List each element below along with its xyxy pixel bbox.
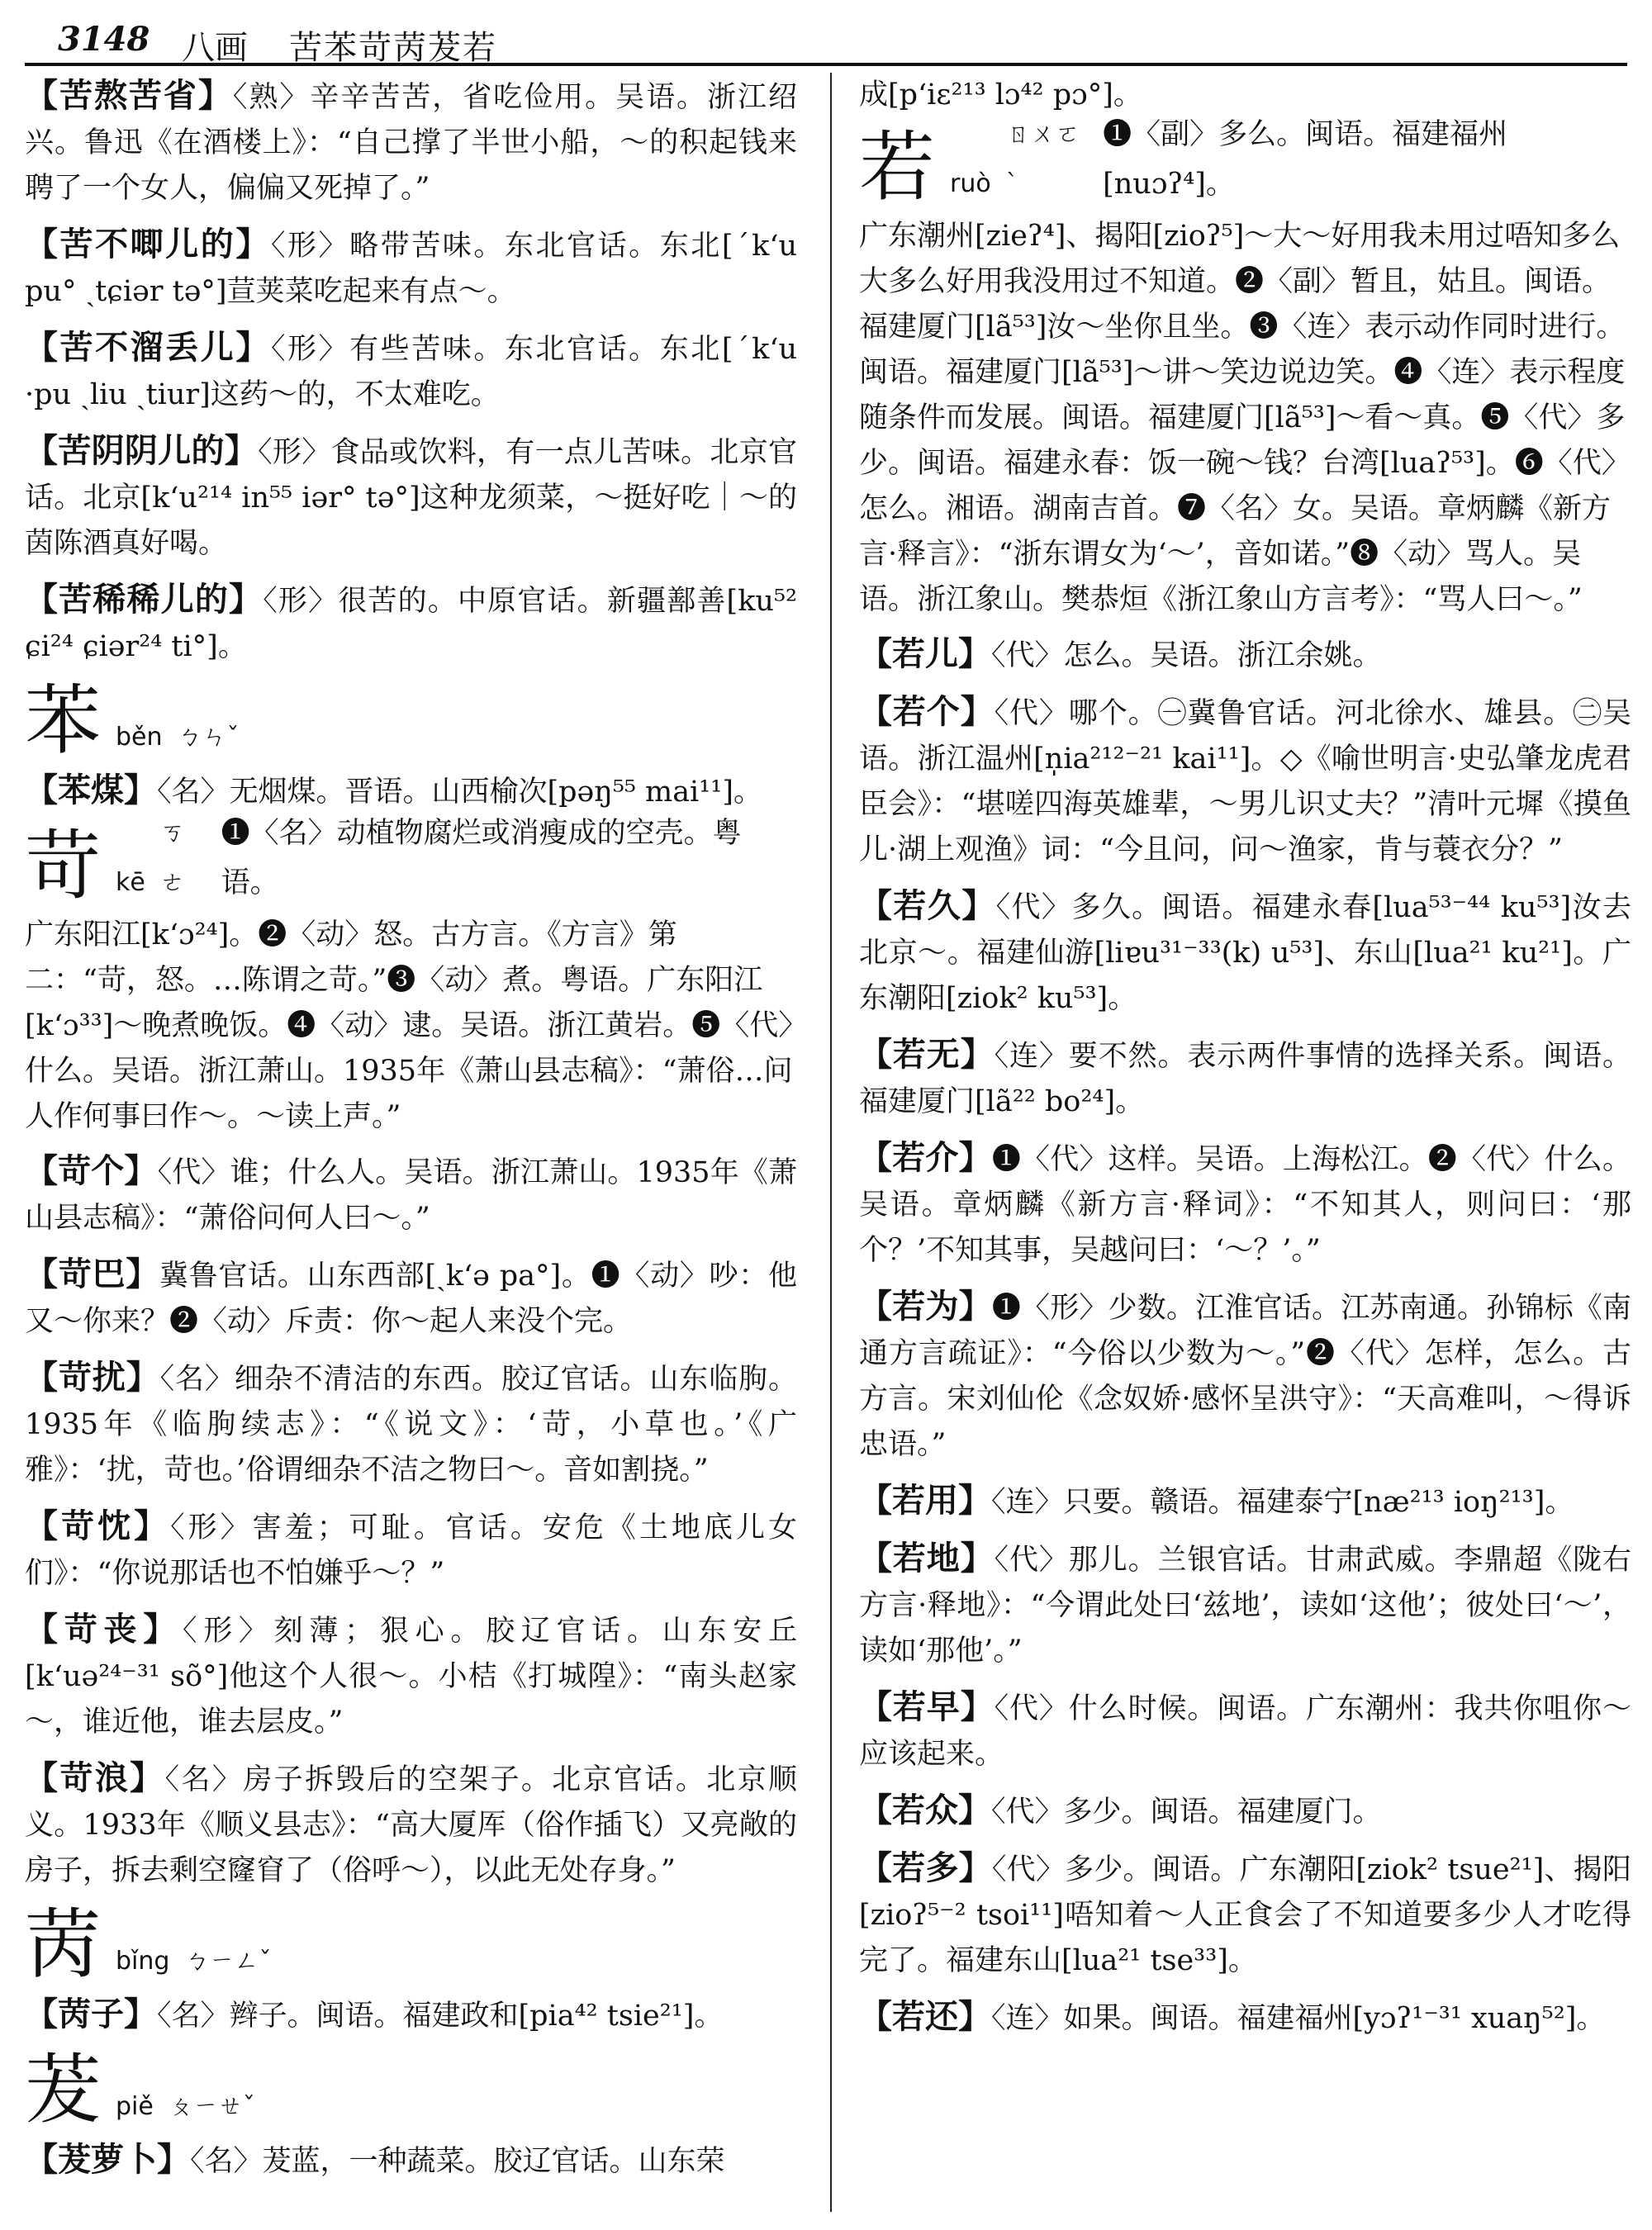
zhuyin-reading: ㄎㄜ — [159, 818, 185, 897]
dictionary-entry — [859, 1845, 1631, 1984]
character-heading — [859, 118, 1631, 211]
entry-definition: 〈代〉哪个。㊀冀鲁官话。河北徐水、雄县。㊁吴语。浙江温州[n̩ia²¹²⁻²¹ kai¹¹]。◇《喻世明言·史弘肇龙虎君臣会》：“堪嗟四海英雄辈，～男儿识丈夫？”清叶元墀《摸鱼儿·湖上观渔》词：“今且问，问～渔家，肯与蓑衣分？” — [859, 697, 1631, 866]
right-column — [859, 73, 1631, 2052]
dictionary-entry — [25, 1355, 797, 1493]
character-heading — [25, 817, 797, 910]
dictionary-entry — [25, 1755, 797, 1894]
dictionary-entry — [25, 1606, 797, 1745]
entry-definition: 〈代〉多久。闽语。福建永春[lua⁵³⁻⁴⁴ ku⁵³]汝去北京～。福建仙游[liɐu³¹⁻³³(k) u⁵³]、东山[lua²¹ ku²¹]。广东潮阳[ziok² ku⁵³]。 — [859, 891, 1631, 1015]
dictionary-entry — [859, 1535, 1631, 1674]
entry-definition: 〈形〉食品或饮料，有一点儿苦味。北京官话。北京[k‘u²¹⁴ in⁵⁵ iər° tə°]这种龙须菜，～挺好吃｜～的茵陈酒真好喝。 — [25, 436, 797, 560]
entry-headword: 【若儿】 — [859, 634, 991, 673]
character-definition: ❶〈副〉多么。闽语。福建福州[nuɔʔ⁴]。 — [1103, 118, 1508, 201]
entry-definition: 〈代〉谁；什么人。吴语。浙江萧山。1935年《萧山县志稿》：“萧俗问何人曰～。” — [25, 1156, 798, 1235]
entry-headword: 【若众】 — [859, 1791, 991, 1829]
entry-headword: 【若地】 — [859, 1539, 995, 1578]
entry-definition: 〈形〉害羞；可耻。官话。安危《土地底儿女们》：“你说那话也不怕嫌乎～？” — [25, 1511, 797, 1590]
dictionary-entry — [859, 1135, 1631, 1274]
entry-headword: 【若多】 — [859, 1848, 992, 1887]
dictionary-entry — [859, 1684, 1631, 1777]
character-heading — [25, 1900, 797, 1989]
pinyin-reading: piě — [116, 2092, 154, 2121]
entry-headword: 【苦稀稀儿的】 — [25, 580, 263, 619]
page-header — [25, 15, 1627, 66]
entry-definition: 〈名〉细杂不清洁的东西。胶辽官话。山东临朐。1935年《临朐续志》：“《说文》：‘苛，小草也。’《广雅》：‘扰，苛也。’俗谓细杂不洁之物曰～。音如割挠。” — [25, 1363, 797, 1487]
entry-headword: 【苯煤】 — [25, 771, 157, 809]
entry-definition: 〈名〉辫子。闽语。福建政和[pia⁴² tsie²¹]。 — [157, 2000, 724, 2033]
zhuyin-reading: ㄅㄣˇ — [177, 723, 240, 752]
left-column — [25, 73, 797, 2194]
entry-headword: 【若为】 — [859, 1287, 992, 1326]
entry-headword: 【若用】 — [859, 1481, 991, 1520]
dictionary-entry — [859, 1478, 1631, 1525]
entry-definition: 〈名〉茇蓝，一种蔬菜。胶辽官话。山东荣 — [190, 2145, 725, 2178]
entry-headword: 【苛扰】 — [25, 1358, 160, 1397]
head-character: 苪 — [25, 1900, 102, 1989]
dictionary-entry — [25, 576, 797, 670]
entry-headword: 【苛个】 — [25, 1151, 158, 1190]
entry-definition: 〈连〉如果。闽语。福建福州[yɔʔ¹⁻³¹ xuaŋ⁵²]。 — [991, 2002, 1606, 2035]
dictionary-entry — [25, 1991, 797, 2039]
entry-headword: 【若久】 — [859, 886, 996, 925]
entry-headword: 【若早】 — [859, 1687, 995, 1726]
entry-definition: 〈代〉那儿。兰银官话。甘肃武威。李鼎超《陇右方言·释地》：“今谓此处曰‘兹地’，读如‘这他’；彼处曰‘～’，读如‘那他’。” — [859, 1544, 1631, 1668]
dictionary-entry — [859, 689, 1631, 873]
entry-definition: 〈代〉多少。闽语。福建厦门。 — [991, 1796, 1382, 1829]
character-heading — [25, 2046, 797, 2134]
dictionary-entry — [859, 1283, 1631, 1468]
character-heading — [25, 676, 797, 765]
entry-definition: 〈熟〉辛辛苦苦，省吃俭用。吴语。浙江绍兴。鲁迅《在酒楼上》：“自己撑了半世小船，～的积起钱来聘了一个女人，偏偏又死掉了。” — [25, 81, 797, 205]
entry-definition: ❶〈代〉这样。吴语。上海松江。❷〈代〉什么。吴语。章炳麟《新方言·释词》：“不知其人，则问曰：‘那个？’不知其事，吴越问曰：‘～？’。” — [859, 1143, 1632, 1267]
entry-definition: 〈代〉什么时候。闽语。广东潮州：我共你咀你～应该起来。 — [859, 1692, 1631, 1771]
entry-definition: ❶〈形〉少数。江淮官话。江苏南通。孙锦标《南通方言疏证》：“今俗以少数为～。”❷〈代〉怎样，怎么。古方言。宋刘仙伦《念奴娇·感怀呈洪守》：“天高难叫，～得诉忠语。” — [859, 1292, 1632, 1461]
entry-definition: 〈名〉房子拆毁后的空架子。北京官话。北京顺义。1933年《顺义县志》：“高大厦厍（俗作插飞）又亮敞的房子，拆去剩空窿窅了（俗呼～），以此无处存身。” — [25, 1763, 797, 1887]
column-divider — [830, 73, 832, 2212]
zhuyin-reading: ㄖㄨㄛˋ — [1005, 120, 1080, 198]
dictionary-entry — [25, 1503, 797, 1597]
head-character: 苛 — [25, 822, 102, 910]
entry-headword: 【苦阴阴儿的】 — [25, 431, 259, 470]
character-definition: ❶〈名〉动植物腐烂或消瘦成的空壳。粤语。 — [221, 817, 742, 899]
pinyin-reading: kē — [116, 868, 145, 897]
pinyin-reading: bǐng — [116, 1947, 170, 1976]
head-character: 若 — [859, 123, 936, 211]
head-character: 茇 — [25, 2046, 102, 2134]
dictionary-entry — [859, 1032, 1631, 1125]
dictionary-entry — [859, 883, 1631, 1022]
entry-headword: 【茇萝卜】 — [25, 2140, 190, 2179]
entry-definition: 〈形〉很苦的。中原官话。新疆鄯善[ku⁵² ɕi²⁴ ɕiər²⁴ ti°]。 — [25, 585, 798, 663]
entry-definition: 〈形〉刻薄；狠心。胶辽官话。山东安丘[k‘uə²⁴⁻³¹ sõ°]他这个人很～。小桔《打城隍》：“南头赵家～，谁近他，谁去层皮。” — [25, 1615, 797, 1739]
entry-headword: 【苛忱】 — [25, 1506, 171, 1545]
dictionary-entry — [25, 325, 797, 418]
entry-definition: 〈代〉多少。闽语。广东潮阳[ziok² tsue²¹]、揭阳[zioʔ⁵⁻² tsoi¹¹]唔知着～人正食会了不知道要多少人才吃得完了。福建东山[lua²¹ tse³³]。 — [859, 1853, 1632, 1977]
entry-headword: 【苦不溜丢儿】 — [25, 328, 271, 367]
section-label: 八画 — [182, 29, 248, 67]
header-chars: 苦苯苛苪茇若 — [289, 29, 497, 67]
definition-continuation: 成[p‘iɛ²¹³ lɔ⁴² pɔ°]。 — [859, 78, 1142, 112]
dictionary-entry — [25, 221, 797, 315]
page-number: 3148 — [58, 20, 150, 59]
entry-headword: 【若无】 — [859, 1035, 995, 1074]
zhuyin-reading: ㄅㄧㄥˇ — [184, 1947, 272, 1976]
dictionary-entry — [25, 2137, 797, 2185]
definition-continuation: 广东潮州[zieʔ⁴]、揭阳[zioʔ⁵]～大～好用我未用过唔知多么大多么好用我没用过不知道。❷〈副〉暂且，姑且。闽语。福建厦门[lã⁵³]汝～坐你且坐。❸〈连〉表示动作同时进行。闽语。福建厦门[lã⁵³]～讲～笑边说边笑。❹〈连〉表示程度随条件而发展。闽语。福建厦门[lã⁵³]～看～真。❺〈代〉多少。闽语。福建永春：饭一碗～钱？台湾[luaʔ⁵³]。❻〈代〉怎么。湘语。湖南吉首。❼〈名〉女。吴语。章炳麟《新方言·释言》：“浙东谓女为‘～’，音如诺。”❽〈动〉骂人。吴语。浙江象山。樊恭烜《浙江象山方言考》：“骂人曰～。” — [859, 220, 1631, 616]
dictionary-entry — [859, 631, 1631, 679]
entry-definition: 〈连〉只要。赣语。福建泰宁[næ²¹³ ioŋ²¹³]。 — [991, 1486, 1574, 1519]
dictionary-entry — [25, 1251, 797, 1345]
dictionary-entry — [25, 1148, 797, 1241]
entry-definition: 〈形〉有些苦味。东北官话。东北[ˊk‘u ·pu ˏliu ˏtiur]这药～的，不太难吃。 — [25, 333, 797, 411]
entry-definition: 冀鲁官话。山东西部[ˏk‘ə pa°]。❶〈动〉吵：他又～你来？❷〈动〉斥责：你～起人来没个完。 — [25, 1260, 798, 1338]
entry-headword: 【苦不唧儿的】 — [25, 225, 271, 263]
entry-definition: 〈连〉要不然。表示两件事情的选择关系。闽语。福建厦门[lã²² bo²⁴]。 — [859, 1040, 1631, 1118]
entry-headword: 【苛丧】 — [25, 1610, 183, 1649]
entry-definition: 〈名〉无烟煤。晋语。山西榆次[pəŋ⁵⁵ mai¹¹]。 — [157, 776, 762, 809]
pinyin-reading: běn — [116, 723, 163, 752]
entry-definition: 〈形〉略带苦味。东北官话。东北[ˊk‘u pu° ˏtɕiər tə°]荁荚菜吃起来有点～。 — [25, 230, 797, 308]
zhuyin-reading: ㄆㄧㄝˇ — [168, 2092, 255, 2121]
entry-headword: 【若个】 — [859, 692, 995, 731]
entry-headword: 【苪子】 — [25, 1995, 157, 2033]
head-character: 苯 — [25, 676, 102, 765]
entry-headword: 【若介】 — [859, 1138, 992, 1177]
dictionary-entry — [25, 428, 797, 567]
entry-definition: 〈代〉怎么。吴语。浙江余姚。 — [991, 639, 1382, 672]
dictionary-entry — [859, 1994, 1631, 2042]
entry-headword: 【若还】 — [859, 1997, 991, 2036]
entry-headword: 【苛浪】 — [25, 1758, 165, 1797]
dictionary-entry — [859, 1787, 1631, 1835]
entry-headword: 【苛巴】 — [25, 1255, 159, 1293]
pinyin-reading: ruò — [950, 169, 991, 198]
entry-headword: 【苦熬苦省】 — [25, 76, 233, 115]
dictionary-entry — [25, 73, 797, 211]
definition-continuation: 广东阳江[k‘ɔ²⁴]。❷〈动〉怒。古方言。《方言》第二：“苛，怒。…陈谓之苛。”❸〈动〉煮。粤语。广东阳江[k‘ɔ³³]～晚煮晚饭。❹〈动〉逮。吴语。浙江黄岩。❺〈代〉什么。吴语。浙江萧山。1935年《萧山县志稿》：“萧俗…问人作何事曰作～。～读上声。” — [25, 918, 793, 1133]
